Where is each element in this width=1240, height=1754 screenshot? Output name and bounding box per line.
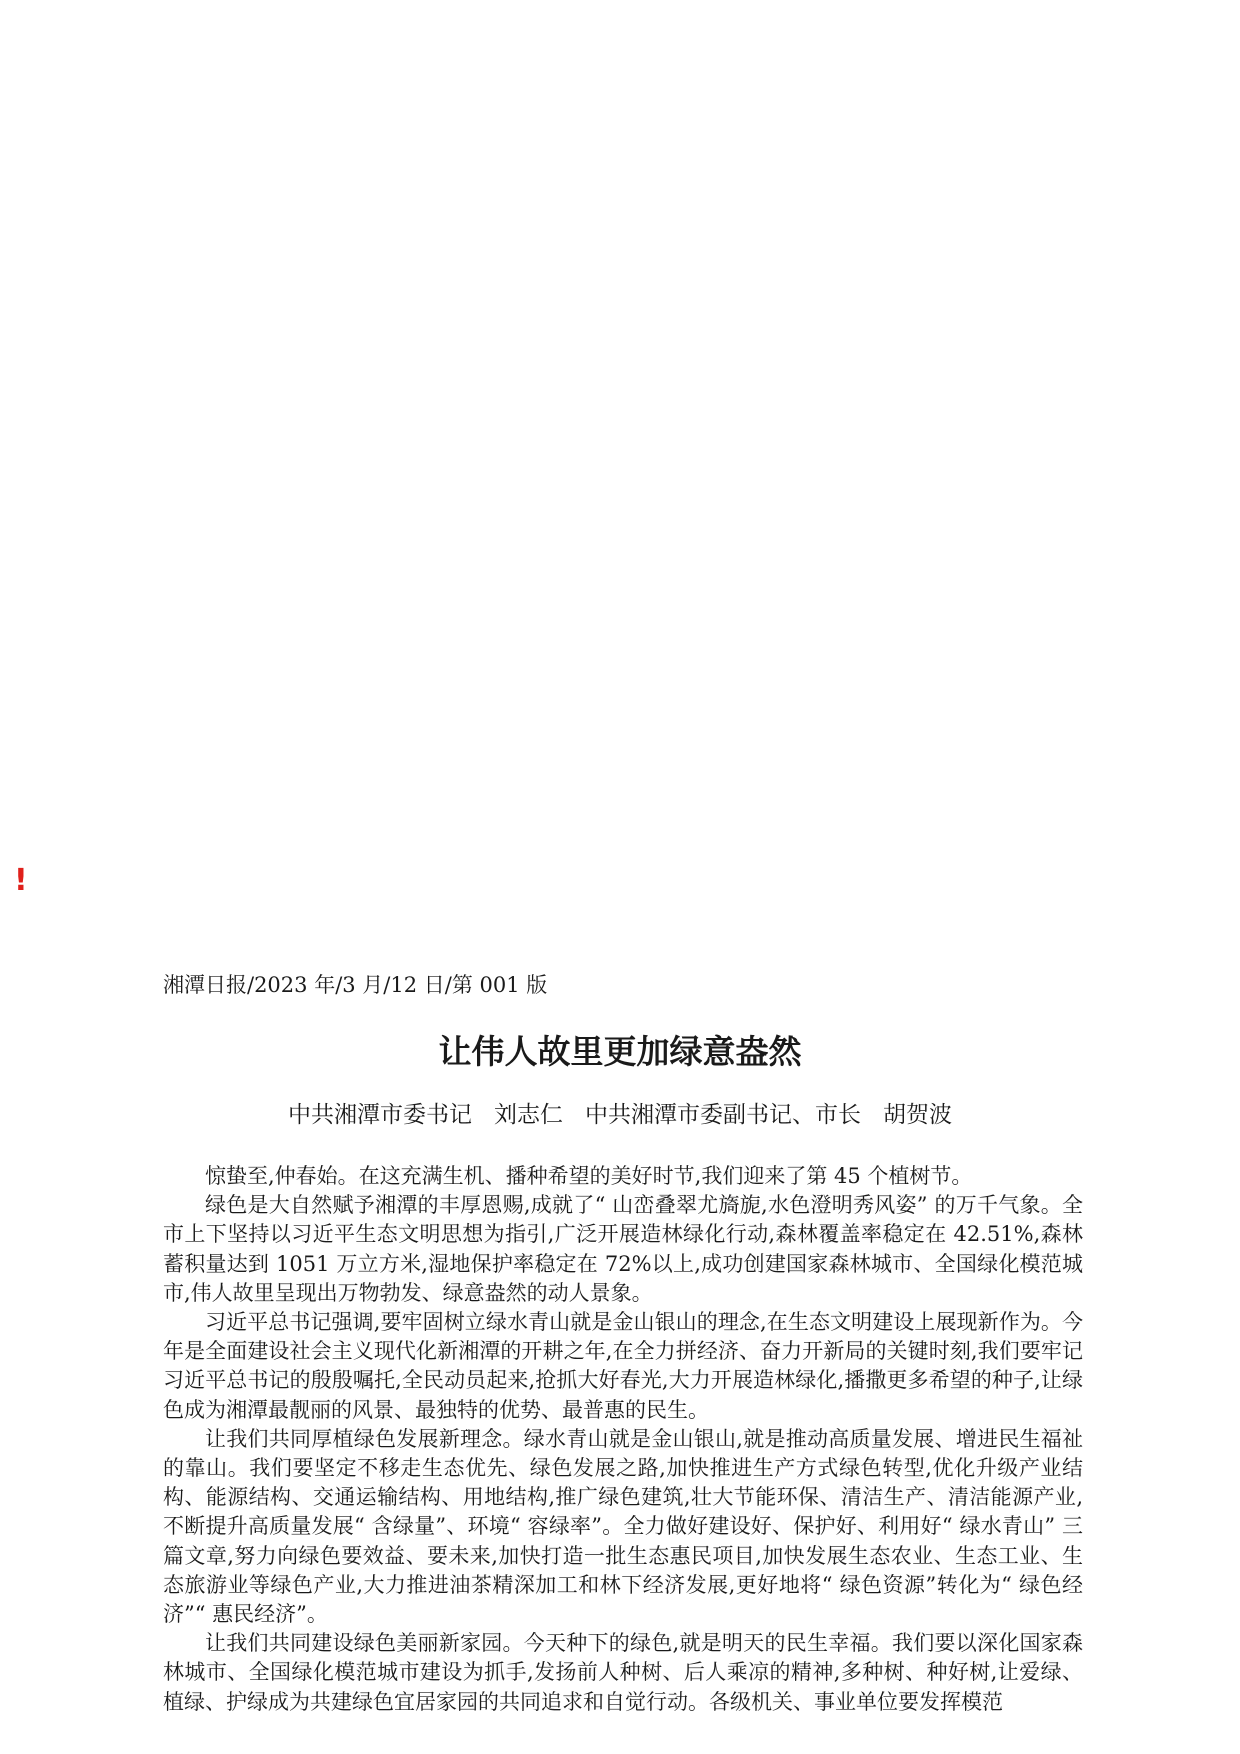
article-body — [163, 1162, 1083, 1717]
paragraph: 绿色是大自然赋予湘潭的丰厚恩赐,成就了“ 山峦叠翠尤旖旎,水色澄明秀风姿” 的万千气象。全市上下坚持以习近平生态文明思想为指引,广泛开展造林绿化行动,森林覆盖率稳定在 42.51%,森林蓄积量达到 1051 万立方米,湿地保护率稳定在 72%以上,成功创建国家森林城市、全国绿化模范城市,伟人故里呈现出万物勃发、绿意盎然的动人景象。 — [163, 1193, 1083, 1305]
paragraph: 让我们共同厚植绿色发展新理念。绿水青山就是金山银山,就是推动高质量发展、增进民生福祉的靠山。我们要坚定不移走生态优先、绿色发展之路,加快推进生产方式绿色转型,优化升级产业结构、能源结构、交通运输结构、用地结构,推广绿色建筑,壮大节能环保、清洁生产、清洁能源产业,不断提升高质量发展“ 含绿量”、环境“ 容绿率”。全力做好建设好、保护好、利用好“ 绿水青山” 三篇文章,努力向绿色要效益、要未来,加快打造一批生态惠民项目,加快发展生态农业、生态工业、生态旅游业等绿色产业,大力推进油茶精深加工和林下经济发展,更好地将“ 绿色资源”转化为“ 绿色经济”“ 惠民经济”。 — [163, 1426, 1083, 1627]
paragraph: 惊蛰至,仲春始。在这充满生机、播种希望的美好时节,我们迎来了第 45 个植树节。 — [205, 1164, 973, 1188]
byline — [0, 1097, 1240, 1133]
author2-title: 中共湘潭市委副书记、市长 — [585, 1102, 861, 1128]
author2-name: 胡贺波 — [883, 1102, 952, 1128]
dateline: 湘潭日报/2023 年/3 月/12 日/第 001 版 — [163, 973, 548, 997]
author1-name: 刘志仁 — [494, 1102, 563, 1128]
paragraph: 习近平总书记强调,要牢固树立绿水青山就是金山银山的理念,在生态文明建设上展现新作为。今年是全面建设社会主义现代化新湘潭的开耕之年,在全力拼经济、奋力开新局的关键时刻,我们要牢记习近平总书记的殷殷嘱托,全民动员起来,抢抓大好春光,大力开展造林绿化,播撒更多希望的种子,让绿色成为湘潭最靓丽的风景、最独特的优势、最普惠的民生。 — [163, 1310, 1083, 1422]
author1-title: 中共湘潭市委书记 — [288, 1102, 472, 1128]
article-title: 让伟人故里更加绿意盎然 — [438, 1032, 802, 1071]
paragraph: 让我们共同建设绿色美丽新家园。今天种下的绿色,就是明天的民生幸福。我们要以深化国家森林城市、全国绿化模范城市建设为抓手,发扬前人种树、后人乘凉的精神,多种树、种好树,让爱绿、植绿、护绿成为共建绿色宜居家园的共同追求和自觉行动。各级机关、事业单位要发挥模范 — [163, 1631, 1083, 1714]
margin-exclamation-mark: ! — [14, 863, 28, 898]
